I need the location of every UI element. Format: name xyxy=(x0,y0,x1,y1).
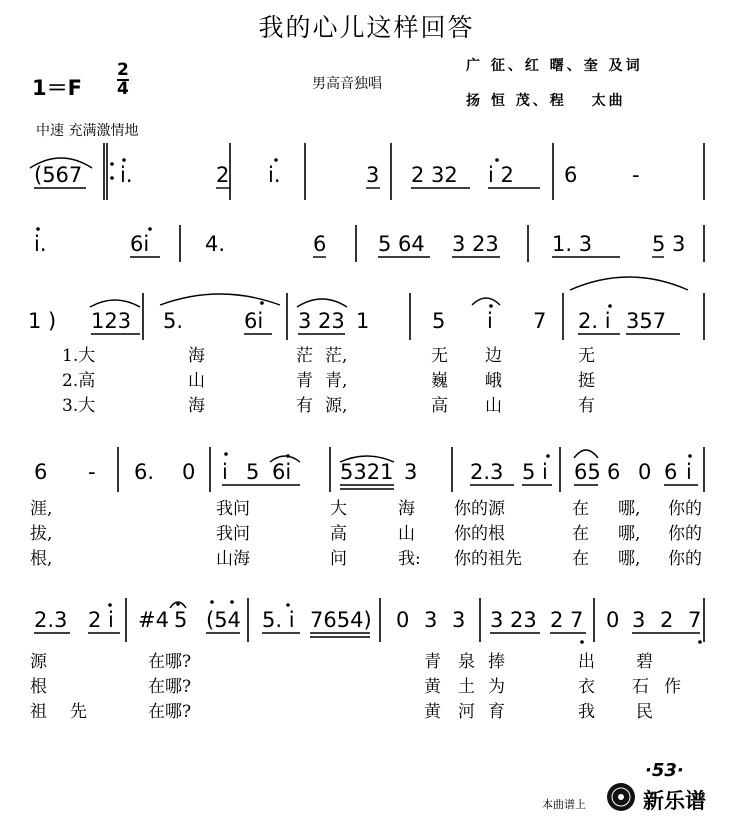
note: - xyxy=(632,163,640,187)
lyric: 在 xyxy=(572,549,589,569)
octave-dot xyxy=(36,227,40,231)
lyric: 你的祖先 xyxy=(454,549,522,569)
lyric: 在哪? xyxy=(148,702,192,722)
lyric: 有 xyxy=(578,396,595,416)
lyric: 青 xyxy=(424,652,441,672)
note: 2 xyxy=(216,163,230,187)
note: 6i xyxy=(130,232,150,256)
note: 6i xyxy=(244,309,264,333)
lyric: 拔, xyxy=(30,524,53,544)
lyric: 你的 xyxy=(668,549,702,569)
note: 1. 3 xyxy=(552,232,593,256)
tempo-marking: 中速 充满激情地 xyxy=(36,123,139,139)
note: 1 ) xyxy=(28,309,57,333)
octave-dot xyxy=(580,640,584,644)
octave-dot xyxy=(260,301,264,305)
note: 3 23 xyxy=(490,608,537,632)
lyric: 在哪? xyxy=(148,677,192,697)
lyric: 高 xyxy=(431,396,448,416)
note: 0 xyxy=(606,608,620,632)
lyric: 大 xyxy=(330,499,347,519)
octave-dot xyxy=(210,600,214,604)
lyric: 青 xyxy=(296,371,313,391)
octave-dot xyxy=(110,176,114,180)
octave-dot xyxy=(286,603,290,607)
note: 5. i xyxy=(262,608,295,632)
note: (567 xyxy=(34,163,83,187)
lyric: 在哪? xyxy=(148,652,192,672)
lyric: 山 xyxy=(485,396,502,416)
lyric: 先 xyxy=(70,702,87,722)
note: 2 xyxy=(660,608,674,632)
lyric: 土 xyxy=(458,677,475,697)
lyric: 青, xyxy=(325,371,348,391)
note: 0 xyxy=(182,460,196,484)
note: (54 xyxy=(206,608,241,632)
lyric: 哪, xyxy=(618,524,641,544)
lyric: 挺 xyxy=(578,371,595,391)
lyric: 在 xyxy=(572,499,589,519)
note: 5 64 xyxy=(378,232,425,256)
lyric: 民 xyxy=(636,702,653,722)
lyric: 边 xyxy=(485,346,502,366)
lyric: 在 xyxy=(572,524,589,544)
note: 2 i xyxy=(88,608,114,632)
lyric: 3.大 xyxy=(62,396,96,416)
page-number: ·53· xyxy=(645,760,684,781)
octave-dot xyxy=(108,603,112,607)
note: 0 xyxy=(638,460,652,484)
note: 123 xyxy=(91,309,132,333)
lyric: 我: xyxy=(398,549,421,569)
note: 2.3 xyxy=(34,608,68,632)
lyric: 你的源 xyxy=(454,499,505,519)
lyric: 茫, xyxy=(325,346,348,366)
lyric: 出 xyxy=(578,652,595,672)
octave-dot xyxy=(230,600,234,604)
note: 5 xyxy=(246,460,260,484)
lyric: 黄 xyxy=(424,677,441,697)
lyric: 1.大 xyxy=(62,346,96,366)
octave-dot xyxy=(286,454,290,458)
note: 7654) xyxy=(310,608,372,632)
lyric: 哪, xyxy=(618,549,641,569)
lyric: 为 xyxy=(488,677,505,697)
lyric: 山 xyxy=(398,524,415,544)
lyric: 茫 xyxy=(296,346,313,366)
lyric: 碧 xyxy=(636,652,653,672)
note: i. xyxy=(268,163,281,187)
lyric: 你的 xyxy=(668,499,702,519)
octave-dot xyxy=(489,304,493,308)
disc-logo-icon xyxy=(606,782,636,812)
lyric: 高 xyxy=(330,524,347,544)
lyric: 无 xyxy=(431,346,448,366)
octave-dot xyxy=(176,602,180,606)
lyric: 问 xyxy=(330,549,347,569)
lyric: 巍 xyxy=(431,371,448,391)
octave-dot xyxy=(495,158,499,162)
octave-dot xyxy=(688,454,692,458)
lyric: 河 xyxy=(458,702,475,722)
slur xyxy=(90,300,140,307)
note: 3 xyxy=(452,608,466,632)
key-signature: 1＝F xyxy=(32,76,82,100)
time-signature-top: 2 xyxy=(117,60,129,80)
octave-dot xyxy=(110,162,114,166)
octave-dot xyxy=(274,158,278,162)
lyric: 我 xyxy=(578,702,595,722)
note: 7 xyxy=(688,608,702,632)
note: i xyxy=(222,460,228,484)
lyric: 山海 xyxy=(216,549,250,569)
slur xyxy=(574,450,598,458)
note: 5 xyxy=(432,309,446,333)
lyric: 海 xyxy=(188,396,205,416)
note: 3 xyxy=(632,608,646,632)
note: 3 23 xyxy=(452,232,499,256)
note: 7 xyxy=(533,309,547,333)
note: 3 23 xyxy=(298,309,345,333)
note: 2 32 xyxy=(411,163,458,187)
lyric: 海 xyxy=(188,346,205,366)
brand-name: 新乐谱 xyxy=(643,789,706,813)
slur xyxy=(472,298,500,305)
note: 6 xyxy=(34,460,48,484)
note: 2 7 xyxy=(550,608,584,632)
note: 3 xyxy=(404,460,418,484)
lyric: 祖 xyxy=(30,702,47,722)
note: 6 xyxy=(664,460,678,484)
time-signature-bottom: 4 xyxy=(117,79,129,99)
lyric: 源 xyxy=(30,652,47,672)
lyric: 根, xyxy=(30,549,53,569)
lyric: 哪, xyxy=(618,499,641,519)
note: 6 xyxy=(607,460,621,484)
note: 357 xyxy=(626,309,667,333)
slur xyxy=(297,299,347,307)
lyric: 我问 xyxy=(216,524,250,544)
note: 65 xyxy=(574,460,601,484)
lyric: 无 xyxy=(578,346,595,366)
note: 2.3 xyxy=(470,460,504,484)
lyric: 黄 xyxy=(424,702,441,722)
note: 0 xyxy=(396,608,410,632)
source-note: 本曲谱上 xyxy=(542,798,586,811)
note: - xyxy=(88,460,96,484)
note: 1 xyxy=(356,309,370,333)
note: 3 xyxy=(366,163,380,187)
note: i xyxy=(686,460,692,484)
lyric: 你的 xyxy=(668,524,702,544)
octave-dot xyxy=(608,304,612,308)
note: 5 i xyxy=(522,460,548,484)
note: 6. xyxy=(134,460,155,484)
note: i. xyxy=(34,232,47,256)
lyric: 2.高 xyxy=(62,371,96,391)
note: 6 xyxy=(313,232,327,256)
lyric: 泉 xyxy=(458,652,475,672)
page-title: 我的心儿这样回答 xyxy=(258,13,475,42)
note: i xyxy=(487,309,493,333)
note: 5. xyxy=(163,309,184,333)
lyric: 捧 xyxy=(488,652,505,672)
lyric: 有 xyxy=(296,396,313,416)
note: #4 xyxy=(138,608,169,632)
lyric: 海 xyxy=(398,499,415,519)
note: 3 xyxy=(424,608,438,632)
note: 2. i xyxy=(578,309,611,333)
lyric: 根 xyxy=(30,677,47,697)
lyric: 作 xyxy=(664,677,681,697)
slur xyxy=(570,277,688,290)
lyric: 山 xyxy=(188,371,205,391)
lyricists-credit: 广 征、红 曙、奎 及词 xyxy=(466,58,643,74)
lyric: 育 xyxy=(488,702,505,722)
performance-type: 男高音独唱 xyxy=(312,76,382,92)
note: i. xyxy=(120,163,133,187)
lyric: 峨 xyxy=(485,371,502,391)
octave-dot xyxy=(698,640,702,644)
note: 6i xyxy=(272,460,292,484)
octave-dot xyxy=(148,227,152,231)
note: 5 xyxy=(174,608,188,632)
lyric: 石 xyxy=(632,677,649,697)
note: 5321 xyxy=(340,460,394,484)
octave-dot xyxy=(546,454,550,458)
octave-dot xyxy=(224,452,228,456)
octave-dot xyxy=(122,158,126,162)
lyric: 你的根 xyxy=(454,524,505,544)
composers-credit: 扬 恒 茂、程 太曲 xyxy=(466,93,626,109)
lyric: 涯, xyxy=(30,499,53,519)
note: 6 xyxy=(564,163,578,187)
note: 4. xyxy=(205,232,226,256)
note: i 2 xyxy=(488,163,514,187)
note: 5 3 xyxy=(652,232,686,256)
lyric: 源, xyxy=(325,396,348,416)
lyric: 我问 xyxy=(216,499,250,519)
lyric: 衣 xyxy=(578,677,595,697)
